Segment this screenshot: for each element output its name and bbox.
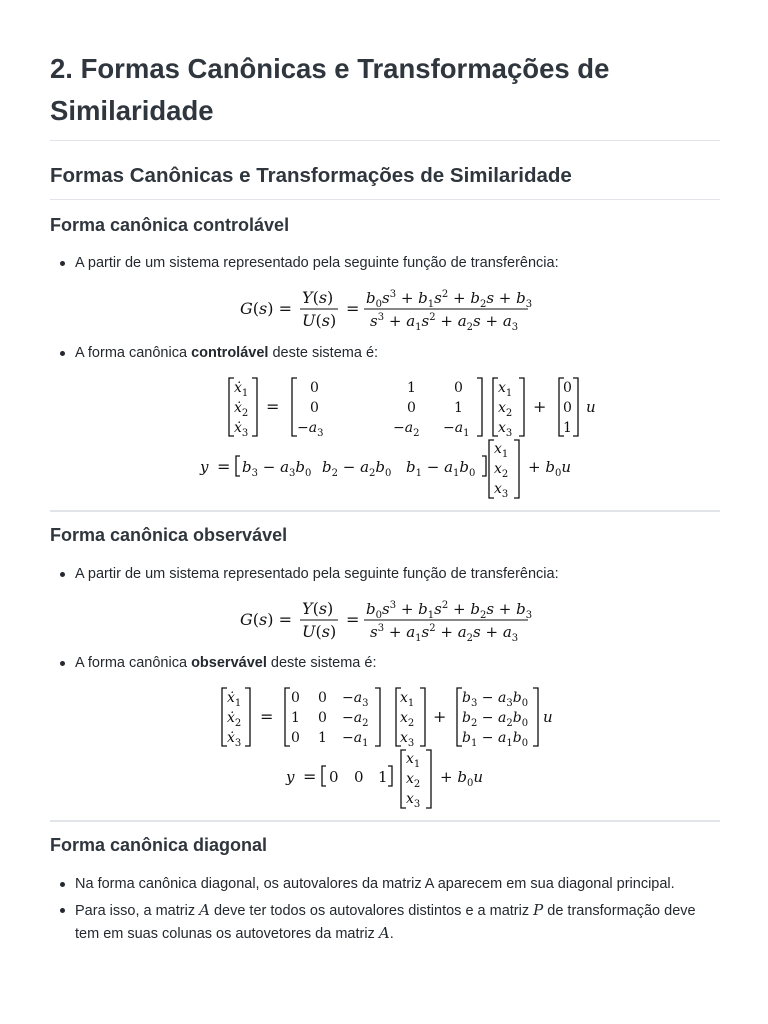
- svg-text:b0s3 + b1s2 + b2s + b3: $b_0s^3 + b_1s^2 + b_2s + b_3$: [366, 289, 533, 310]
- svg-text:ẋ1: ẋ$_1$: [227, 690, 242, 709]
- svg-text:=: =: [303, 767, 317, 786]
- svg-text:x3: $x_3$: [406, 791, 421, 810]
- svg-text:u: u: [543, 708, 553, 726]
- svg-text:G(s) =: G(s) =: [240, 610, 292, 629]
- svg-text:ẋ3: ẋ$_3$: [234, 420, 249, 439]
- section-divider: [50, 199, 720, 200]
- svg-text:x1: $x_1$: [498, 380, 513, 399]
- svg-text:+: +: [533, 397, 547, 416]
- svg-text:1: 1: [407, 380, 416, 396]
- svg-text:x2: $x_2$: [498, 400, 513, 419]
- diagonal-bullet-eigenvalues: Na forma canônica diagonal, os autovalores da matriz A aparecem em sua diagonal principal.: [75, 874, 715, 896]
- svg-text:x1: $x_1$: [494, 441, 509, 460]
- svg-text:b1 − a1b0: $b_1 - a_1b_0$: [406, 458, 476, 479]
- svg-text:−a3: $-a_3$: [342, 690, 369, 709]
- svg-text:=: =: [266, 397, 280, 416]
- svg-text:−a3: $-a_3$: [297, 420, 324, 439]
- svg-text:b3 − a3b0: $b_3 - a_3b_0$: [462, 690, 529, 709]
- svg-text:0: 0: [318, 710, 327, 726]
- svg-text:G(s) =: G(s) =: [240, 299, 292, 318]
- svg-text:=: =: [346, 299, 360, 318]
- svg-text:s3 + a1s2 + a2s + a3: $s^3 + a_1s^2 + a_2s + a_3$: [370, 312, 519, 333]
- svg-text:ẋ2: ẋ$_2$: [234, 400, 249, 419]
- svg-text:b0s3 + b1s2 + b2s + b3: $b_0s^3 + b_1s^2 + b_2s + b_3$: [366, 600, 533, 621]
- svg-text:−a2: $-a_2$: [342, 710, 369, 729]
- svg-text:0: 0: [563, 400, 572, 416]
- svg-text:1: 1: [318, 730, 327, 746]
- svg-text:+: +: [433, 707, 447, 726]
- svg-text:x3: $x_3$: [494, 481, 509, 500]
- svg-text:+ b0u: + $b_0u$: [528, 458, 571, 479]
- svg-text:Y(s): Y(s): [302, 288, 334, 307]
- svg-text:U(s): U(s): [302, 622, 337, 641]
- observable-heading: Forma canônica observável: [50, 525, 288, 545]
- svg-text:s3 + a1s2 + a2s + a3: $s^3 + a_1s^2 + a_2s + a_3$: [370, 623, 519, 644]
- title-divider: [50, 140, 720, 141]
- observable-divider: [50, 820, 720, 822]
- controllable-heading: Forma canônica controlável: [50, 215, 290, 235]
- svg-text:0: 0: [310, 380, 319, 396]
- svg-text:0: 0: [354, 768, 364, 786]
- svg-text:x3: $x_3$: [400, 730, 415, 749]
- svg-text:0: 0: [329, 768, 339, 786]
- svg-text:1: 1: [378, 768, 388, 786]
- svg-text:=: =: [346, 610, 360, 629]
- svg-text:b2 − a2b0: $b_2 - a_2b_0$: [462, 710, 529, 729]
- page-title: 2. Formas Canônicas e Transformações de Similaridade: [50, 53, 610, 126]
- controllable-state-equations: [200, 376, 596, 504]
- svg-text:0: 0: [563, 380, 572, 396]
- svg-text:b1 − a1b0: $b_1 - a_1b_0$: [462, 730, 529, 749]
- diagonal-heading: Forma canônica diagonal: [50, 835, 268, 855]
- observable-transfer-function: [238, 595, 538, 645]
- svg-text:U(s): U(s): [302, 311, 337, 330]
- svg-text:x1: $x_1$: [406, 751, 421, 770]
- svg-text:x2: $x_2$: [406, 771, 421, 790]
- svg-text:0: 0: [407, 400, 416, 416]
- svg-text:u: u: [586, 398, 596, 416]
- controllable-transfer-function: [238, 284, 538, 334]
- svg-text:y: y: [286, 768, 295, 786]
- svg-text:x3: $x_3$: [498, 420, 513, 439]
- controllable-divider: [50, 510, 720, 512]
- svg-text:1: 1: [454, 400, 463, 416]
- controllable-intro-bullet: A partir de um sistema representado pela seguinte função de transferência:: [75, 253, 715, 275]
- svg-text:x2: $x_2$: [400, 710, 415, 729]
- svg-text:1: 1: [291, 710, 300, 726]
- svg-text:0: 0: [318, 690, 327, 706]
- svg-text:0: 0: [310, 400, 319, 416]
- svg-text:ẋ2: ẋ$_2$: [227, 710, 242, 729]
- svg-text:b2 − a2b0: $b_2 - a_2b_0$: [322, 458, 392, 479]
- observable-form-bullet: A forma canônica observável deste sistema é:: [75, 653, 715, 675]
- svg-text:1: 1: [563, 420, 572, 436]
- svg-text:0: 0: [291, 690, 300, 706]
- svg-text:ẋ3: ẋ$_3$: [227, 730, 242, 749]
- svg-text:−a2: $-a_2$: [393, 420, 420, 439]
- svg-text:y: y: [200, 458, 209, 476]
- svg-text:−a1: $-a_1$: [443, 420, 470, 439]
- section-title: Formas Canônicas e Transformações de Similaridade: [50, 164, 572, 187]
- observable-state-equations: [220, 686, 560, 814]
- svg-text:=: =: [260, 707, 274, 726]
- svg-text:Y(s): Y(s): [302, 599, 334, 618]
- svg-text:b3 − a3b0: $b_3 - a_3b_0$: [242, 458, 312, 479]
- controllable-form-bullet: A forma canônica controlável deste sistema é:: [75, 343, 715, 365]
- svg-text:0: 0: [454, 380, 463, 396]
- svg-text:=: =: [217, 457, 231, 476]
- svg-text:x2: $x_2$: [494, 461, 509, 480]
- observable-intro-bullet: A partir de um sistema representado pela seguinte função de transferência:: [75, 564, 715, 586]
- svg-text:0: 0: [291, 730, 300, 746]
- svg-text:+ b0u: + $b_0u$: [440, 768, 483, 789]
- svg-text:ẋ1: ẋ$_1$: [234, 380, 249, 399]
- diagonal-bullet-transformation: Para isso, a matriz A deve ter todos os autovalores distintos e a matriz P de transformação deve tem em suas colunas os autovetores da matriz A.: [75, 900, 715, 945]
- svg-text:−a1: $-a_1$: [342, 730, 369, 749]
- svg-text:x1: $x_1$: [400, 690, 415, 709]
